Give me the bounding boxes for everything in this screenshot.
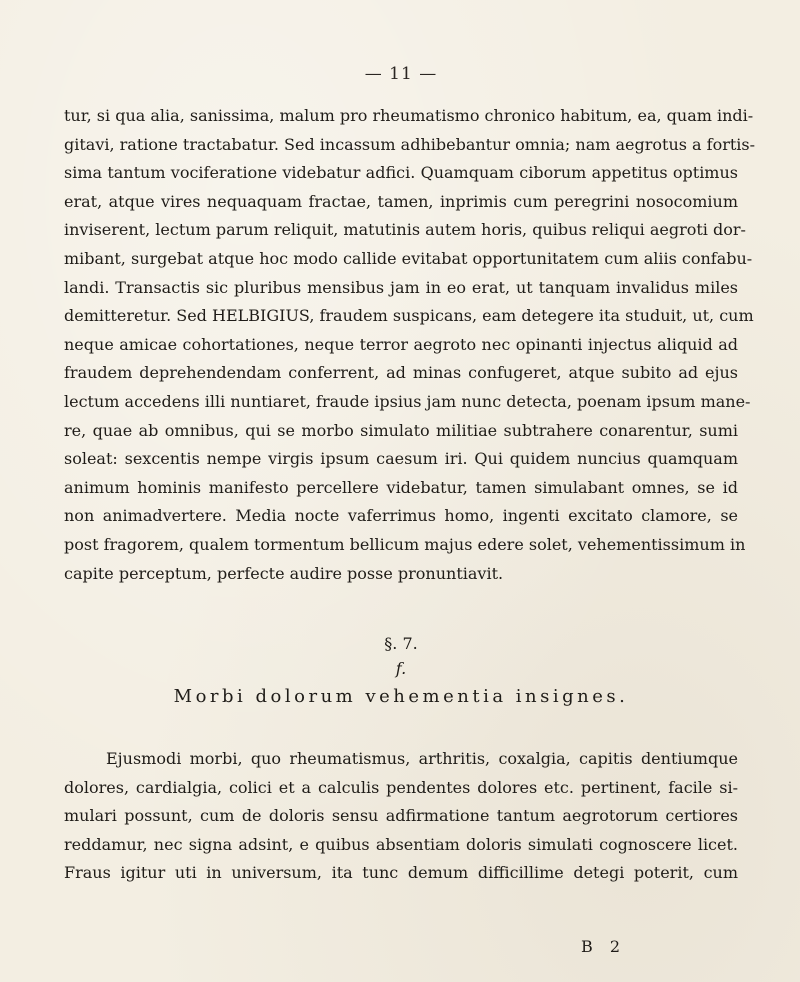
- text-line: capite perceptum, perfecte audire posse pronuntiavit.: [64, 563, 504, 583]
- text-line: inviserent, lectum parum reliquit, matutinis autem horis, quibus reliqui aegroti dor-: [64, 220, 746, 240]
- section-number: §. 7.: [384, 634, 418, 654]
- text-line: neque amicae cohortationes, neque terror aegroto nec opinanti injectus aliquid ad: [64, 334, 738, 354]
- text-line: Ejusmodi morbi, quo rheumatismus, arthritis, coxalgia, capitis dentiumque: [106, 749, 738, 769]
- text-line: mulari possunt, cum de doloris sensu adfirmatione tantum aegrotorum certiores: [64, 806, 738, 826]
- text-line: fraudem deprehendendam conferrent, ad minas confugeret, atque subito ad ejus: [64, 363, 738, 383]
- text-line: sima tantum vociferatione videbatur adfici. Quamquam ciborum appetitus optimus: [64, 163, 738, 183]
- paragraph-2: [64, 745, 738, 888]
- page-number-header: — 11 —: [364, 64, 438, 84]
- paragraph-1: [64, 102, 756, 588]
- signature-mark: B 2: [580, 937, 626, 956]
- text-line: soleat: sexcentis nempe virgis ipsum caesum iri. Qui quidem nuncius quamquam: [64, 449, 738, 469]
- text-line: lectum accedens illi nuntiaret, fraude ipsius jam nunc detecta, poenam ipsum mane-: [64, 391, 751, 411]
- section-letter: f.: [395, 659, 407, 679]
- text-line: Fraus igitur uti in universum, ita tunc demum difficillime detegi poterit, cum: [64, 863, 738, 883]
- text-line: animum hominis manifesto percellere videbatur, tamen simulabant omnes, se id: [64, 477, 738, 497]
- section-title: Morbi dolorum vehementia insignes.: [173, 686, 629, 708]
- text-line: demitteretur. Sed HELBIGIUS, fraudem suspicans, eam detegere ita studuit, ut, cum: [64, 306, 754, 326]
- text-line: re, quae ab omnibus, qui se morbo simulato militiae subtrahere conarentur, sumi: [64, 420, 738, 440]
- text-line: tur, si qua alia, sanissima, malum pro rheumatismo chronico habitum, ea, quam indi-: [64, 106, 754, 125]
- text-line: mibant, surgebat atque hoc modo callide evitabat opportunitatem cum aliis confabu-: [64, 248, 753, 268]
- text-line: post fragorem, qualem tormentum bellicum majus edere solet, vehementissimum in: [64, 534, 746, 554]
- text-line: gitavi, ratione tractabatur. Sed incassum adhibebantur omnia; nam aegrotus a fortis-: [64, 134, 756, 154]
- text-line: dolores, cardialgia, colici et a calculis pendentes dolores etc. pertinent, facile si-: [64, 777, 738, 797]
- text-line: landi. Transactis sic pluribus mensibus jam in eo erat, ut tanquam invalidus miles: [64, 277, 738, 297]
- text-line: non animadvertere. Media nocte vaferrimus homo, ingenti excitato clamore, se: [64, 506, 738, 526]
- text-line: erat, atque vires nequaquam fractae, tamen, inprimis cum peregrini nosocomium: [64, 191, 738, 211]
- text-line: reddamur, nec signa adsint, e quibus absentiam doloris simulati cognoscere licet.: [64, 834, 738, 854]
